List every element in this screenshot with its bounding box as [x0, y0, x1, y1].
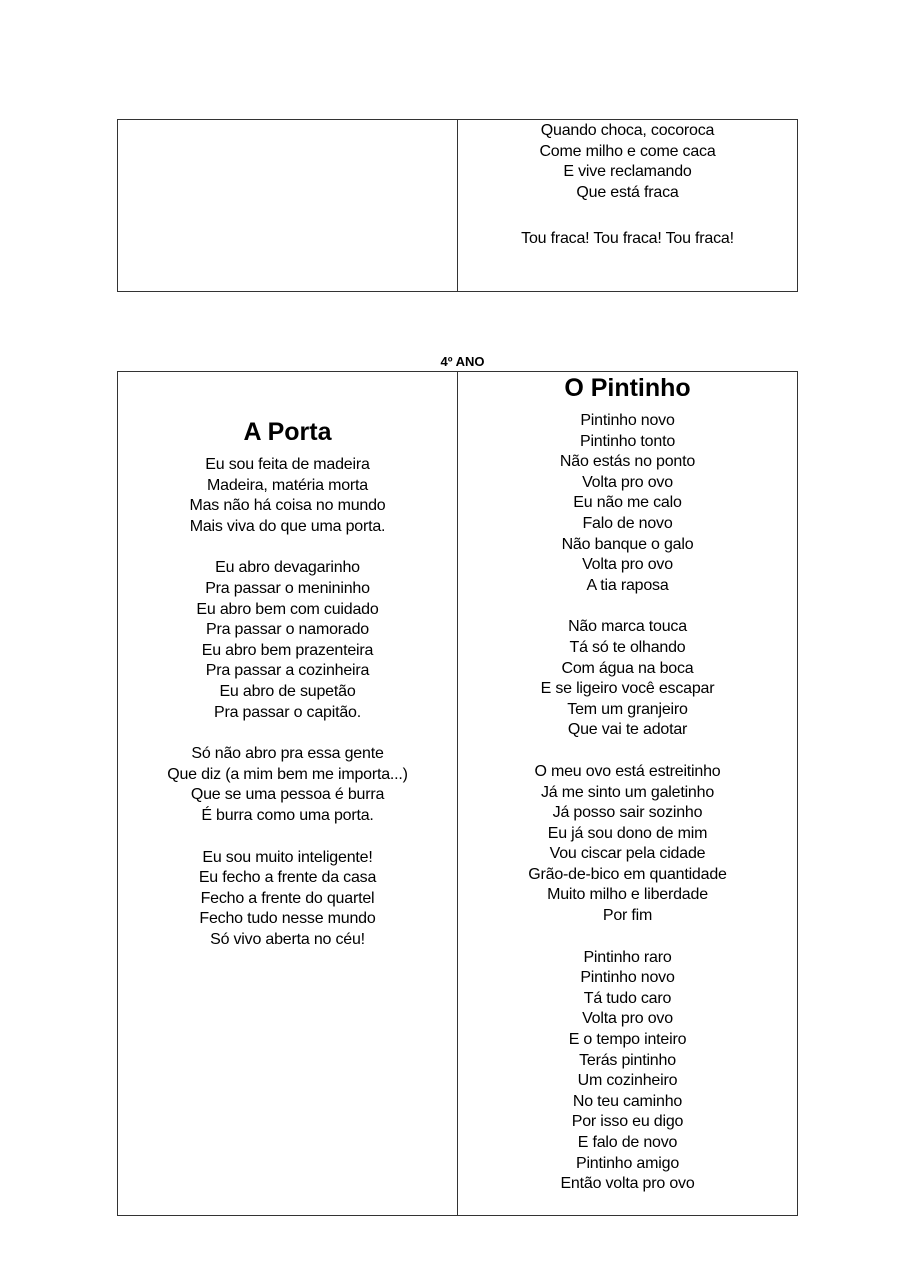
poem-line: Com água na boca — [561, 659, 694, 677]
poem-line: E vive reclamando — [563, 163, 692, 181]
poem-line: Eu abro bem com cuidado — [196, 600, 379, 618]
poem-line: E se ligeiro você escapar — [540, 680, 715, 698]
poem-line: Pintinho novo — [580, 412, 675, 429]
poem-line: Mais viva do que uma porta. — [189, 517, 386, 535]
poem-line: Pra passar o menininho — [205, 579, 370, 597]
poem-line: Pintinho tonto — [579, 432, 676, 450]
grade-label: 4º ANO — [440, 354, 485, 369]
poem-line: Falo de novo — [582, 514, 673, 532]
poem-line: Que se uma pessoa é burra — [190, 786, 385, 804]
poem-line: Come milho e come caca — [539, 142, 716, 160]
poem-title-a-porta: A Porta — [243, 418, 332, 446]
poem-line: Tá só te olhando — [569, 638, 686, 656]
poem-line: Por isso eu digo — [571, 1113, 684, 1131]
poem-line: Que vai te adotar — [567, 721, 688, 739]
poems-table — [117, 371, 798, 1216]
poem-line: Por fim — [602, 907, 653, 925]
poem-line: Só vivo aberta no céu! — [210, 930, 365, 948]
poem-line: Eu não me calo — [573, 494, 682, 512]
poem-line: É burra como uma porta. — [201, 806, 374, 824]
stanza — [458, 762, 797, 927]
stanza — [118, 744, 457, 826]
poem-line: Que diz (a mim bem me importa...) — [167, 765, 408, 783]
poem-line: Quando choca, cocoroca — [540, 122, 715, 139]
poem-left-cell — [118, 372, 458, 1215]
stanza — [118, 848, 457, 951]
stanza — [118, 455, 457, 537]
poem-line: E o tempo inteiro — [568, 1031, 687, 1049]
poem-line: Volta pro ovo — [582, 1010, 673, 1028]
poem-line: O meu ovo está estreitinho — [534, 762, 721, 780]
poem-line: Fecho a frente do quartel — [200, 889, 375, 907]
poem-line: Pintinho raro — [583, 948, 672, 966]
poem-line: Pra passar a cozinheira — [205, 662, 370, 680]
poem-body-a-porta — [118, 455, 457, 950]
poem-line: Grão-de-bico em quantidade — [528, 865, 727, 883]
stanza — [458, 617, 797, 741]
poem-line: Madeira, matéria morta — [207, 476, 368, 494]
top-poem-table — [117, 119, 798, 292]
stanza — [458, 948, 797, 1195]
poem-line: Não estás no ponto — [559, 453, 696, 471]
poem-line: Não banque o galo — [561, 535, 694, 553]
poem-line: Eu abro bem prazenteira — [201, 641, 374, 659]
poem-line: Que está fraca — [576, 183, 679, 201]
poem-line: Eu abro de supetão — [219, 682, 356, 700]
stanza — [458, 411, 797, 596]
top-right-cell — [458, 120, 797, 291]
poem-right-cell — [458, 372, 797, 1215]
poem-line: Eu fecho a frente da casa — [198, 869, 377, 887]
poem-line: E falo de novo — [577, 1134, 678, 1151]
poem-line: Já me sinto um galetinho — [540, 783, 715, 801]
poem-line: Só não abro pra essa gente — [191, 745, 384, 763]
poem-line: A tia raposa — [586, 576, 669, 594]
poem-line: Pintinho amigo — [575, 1154, 680, 1172]
poem-line: Tem um granjeiro — [567, 700, 688, 718]
poem-title-o-pintinho: O Pintinho — [564, 374, 691, 402]
poem-line: Eu sou muito inteligente! — [202, 848, 373, 866]
poem-line: Volta pro ovo — [582, 556, 673, 574]
poem-line: No teu caminho — [572, 1092, 683, 1110]
poem-line: Pra passar o namorado — [205, 621, 369, 639]
poem-line: Mas não há coisa no mundo — [189, 497, 386, 515]
poem-line: Terás pintinho — [579, 1051, 676, 1069]
stanza — [458, 229, 797, 250]
poem-line: Tou fraca! Tou fraca! Tou fraca! — [521, 230, 734, 248]
poem-line: Um cozinheiro — [577, 1072, 678, 1090]
poem-line: Pintinho novo — [580, 969, 675, 987]
stanza — [458, 121, 797, 203]
poem-body-o-pintinho — [458, 411, 797, 1195]
top-poem-continuation — [458, 121, 797, 250]
poem-line: Eu sou feita de madeira — [205, 456, 370, 473]
poem-line: Não marca touca — [568, 618, 687, 636]
stanza — [118, 558, 457, 723]
poem-line: Eu já sou dono de mim — [547, 824, 708, 842]
poem-line: Volta pro ovo — [582, 473, 673, 491]
poem-line: Fecho tudo nesse mundo — [199, 910, 376, 928]
poem-line: Vou ciscar pela cidade — [549, 845, 706, 863]
poem-line: Tá tudo caro — [583, 989, 672, 1007]
poem-line: Muito milho e liberdade — [547, 886, 708, 904]
poem-line: Pra passar o capitão. — [214, 703, 361, 721]
poem-line: Já posso sair sozinho — [552, 804, 703, 822]
top-left-empty-cell — [118, 120, 458, 291]
poem-line: Eu abro devagarinho — [215, 559, 360, 577]
poem-line: Então volta pro ovo — [560, 1175, 695, 1193]
